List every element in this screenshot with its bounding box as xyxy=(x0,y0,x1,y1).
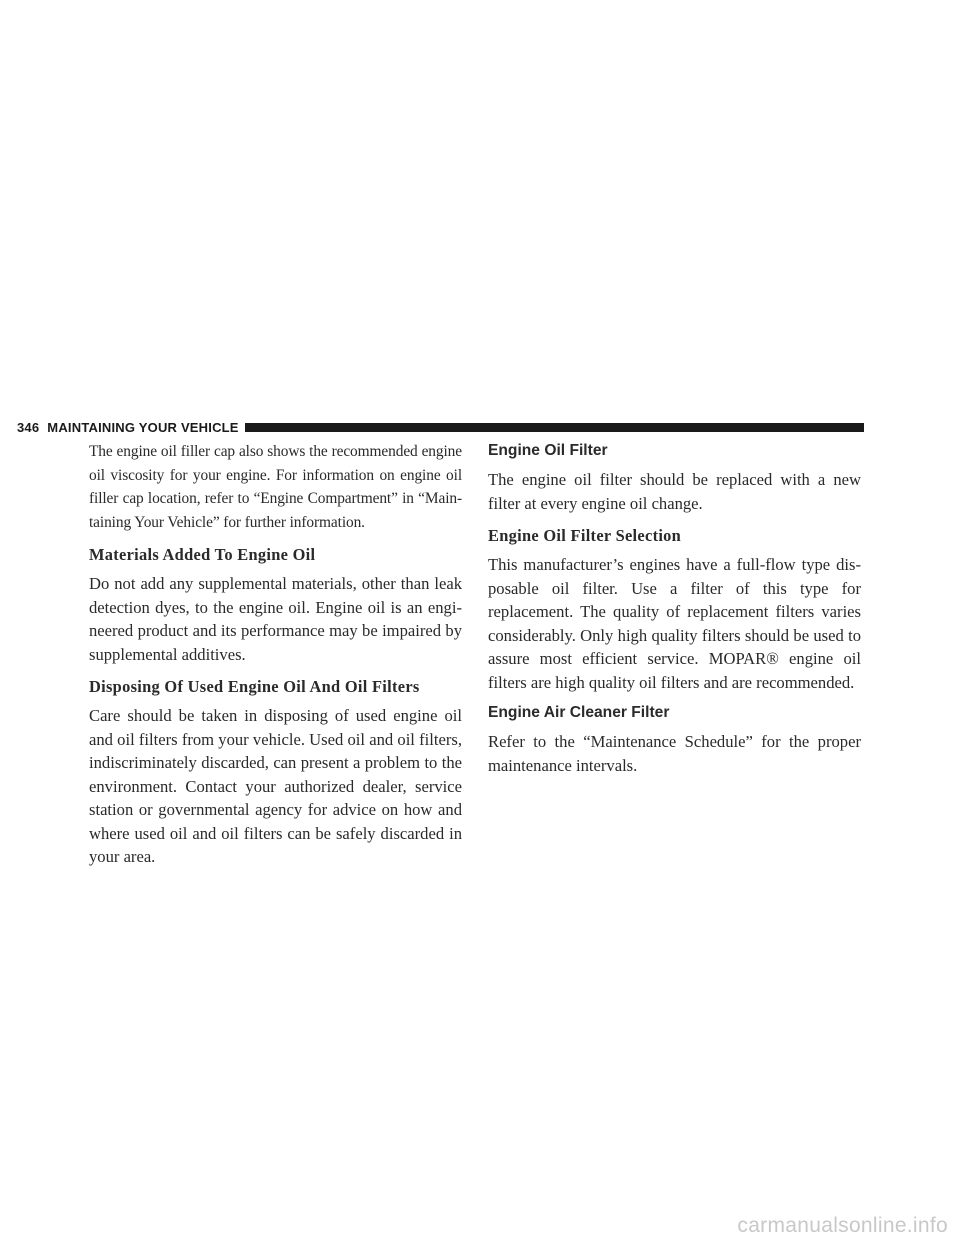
selection-heading: Engine Oil Filter Selection xyxy=(488,526,682,545)
air-cleaner-paragraph: Refer to the “Maintenance Schedule” for the proper maintenance intervals. xyxy=(488,732,861,775)
intro-paragraph: The engine oil filler cap also shows the recommended engine oil viscosity for your engine. For information on engine oil filler cap location, refer to “Engine Compartment” in “Main-taining Your Vehicle” for further information. xyxy=(89,443,462,531)
right-column xyxy=(488,440,861,777)
header-label xyxy=(17,420,239,435)
watermark: carmanualsonline.info xyxy=(737,1214,948,1237)
materials-paragraph: Do not add any supplemental materials, other than leak detection dyes, to the engine oil. Engine oil is an engi-neered product and its performance may be impaired by supplemental additives. xyxy=(89,574,462,664)
disposing-paragraph: Care should be taken in disposing of used engine oil and oil filters from your vehicle. Used oil and oil filters, indiscriminately discarded, can present a problem to the environment. Contact your authorized dealer, service station or governmental agency for advice on how and where used oil and oil filters can be safely discarded in your area. xyxy=(89,706,462,866)
page-header xyxy=(0,416,864,438)
left-column xyxy=(89,440,462,869)
section-title: MAINTAINING YOUR VEHICLE xyxy=(47,419,239,435)
air-cleaner-heading: Engine Air Cleaner Filter xyxy=(488,704,670,721)
oil-filter-heading: Engine Oil Filter xyxy=(488,442,608,459)
selection-paragraph: This manufacturer’s engines have a full-flow type dis-posable oil filter. Use a filter of this type for replacement. The quality of replacement filters varies considerably. Only high quality filters should be used to assure most efficient service. MOPAR® engine oil filters are high quality oil filters and are recommended. xyxy=(488,555,861,692)
header-rule xyxy=(245,423,864,432)
page-number: 346 xyxy=(17,419,40,435)
oil-filter-paragraph: The engine oil filter should be replaced with a new filter at every engine oil change. xyxy=(488,470,861,513)
materials-heading: Materials Added To Engine Oil xyxy=(89,545,316,564)
disposing-heading: Disposing Of Used Engine Oil And Oil Filters xyxy=(89,677,420,696)
